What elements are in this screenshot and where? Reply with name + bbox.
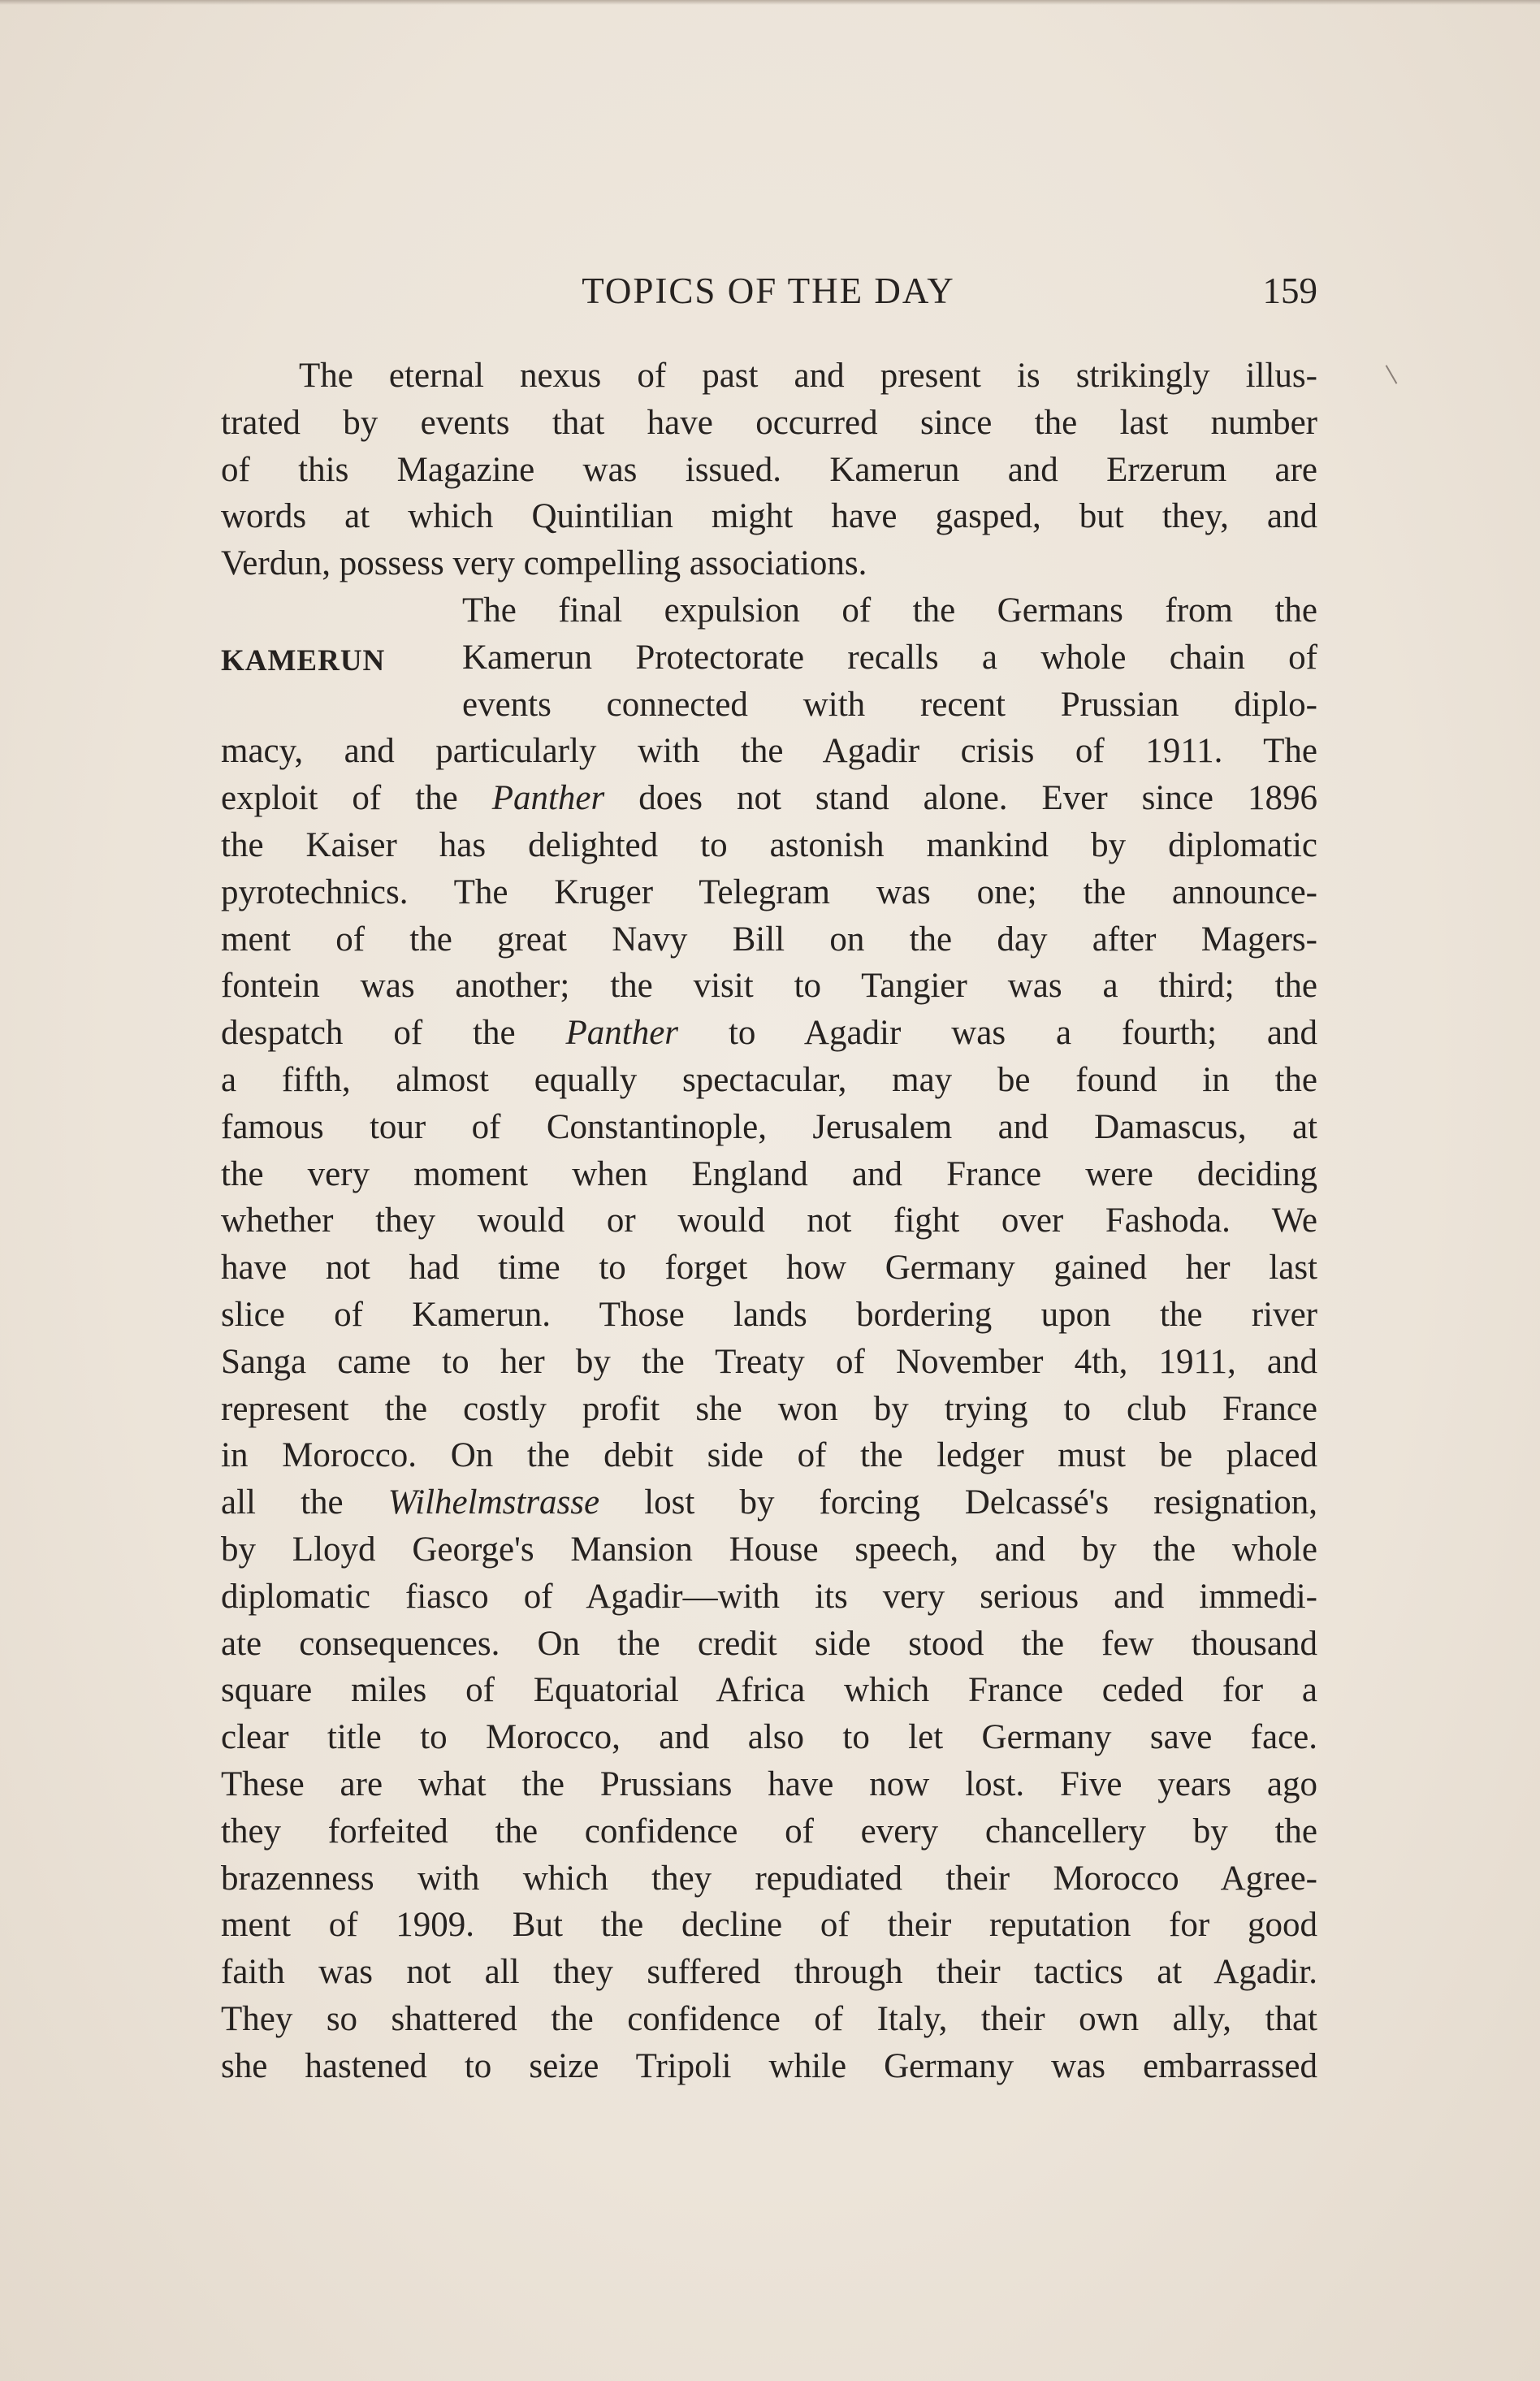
text-line: ment of the great Navy Bill on the day after Magers- [221, 920, 1317, 959]
text-line: clear title to Morocco, and also to let Germany save face. [221, 1718, 1317, 1757]
text-line: brazenness with which they repudiated their Morocco Agree- [221, 1859, 1317, 1898]
text-line: all the Wilhelmstrasse lost by forcing Delcassé's resignation, [221, 1483, 1318, 1522]
text-line: exploit of the Panther does not stand alone. Ever since 1896 [221, 779, 1317, 818]
text-line: Sanga came to her by the Treaty of November 4th, 1911, and [221, 1342, 1317, 1381]
indented-lines [462, 587, 1317, 728]
text-line: These are what the Prussians have now lost. Five years ago [221, 1764, 1317, 1803]
text-line: trated by events that have occurred since the last number [221, 403, 1317, 442]
italic-title: Panther [565, 1014, 679, 1053]
text-line: slice of Kamerun. Those lands bordering upon the river [221, 1295, 1317, 1334]
text-line: ment of 1909. But the decline of their reputation for good [221, 1906, 1317, 1945]
text-line: They so shattered the confidence of Italy, their own ally, that [221, 1999, 1317, 2038]
page-top-edge [0, 0, 1540, 5]
text-line: square miles of Equatorial Africa which France ceded for a [221, 1671, 1317, 1710]
text-line: of this Magazine was issued. Kamerun and Erzerum are [221, 450, 1317, 489]
text-line: Kamerun Protectorate recalls a whole chain of [462, 638, 1317, 677]
text-line: The final expulsion of the Germans from the [462, 591, 1317, 630]
text-line: fontein was another; the visit to Tangier was a third; the [221, 967, 1317, 1006]
text-line: the Kaiser has delighted to astonish mankind by diplomatic [221, 825, 1317, 864]
text-line: she hastened to seize Tripoli while Germany was embarrassed [221, 2046, 1317, 2085]
text-line: whether they would or would not fight over Fashoda. We [221, 1201, 1317, 1240]
text-line: they forfeited the confidence of every chancellery by the [221, 1812, 1317, 1851]
text-line: macy, and particularly with the Agadir crisis of 1911. The [221, 732, 1317, 771]
kamerun-paragraph [221, 728, 1317, 2089]
text-line: represent the costly profit she won by trying to club France [221, 1389, 1317, 1428]
text-line: have not had time to forget how Germany gained her last [221, 1249, 1317, 1288]
page-number: 159 [1262, 271, 1317, 311]
text-line: a fifth, almost equally spectacular, may be found in the [221, 1060, 1317, 1099]
running-title: TOPICS OF THE DAY [582, 271, 955, 311]
italic-title: Panther [491, 779, 605, 818]
text-line: words at which Quintilian might have gasped, but they, and [221, 497, 1317, 536]
intro-paragraph [221, 353, 1317, 587]
italic-title: Wilhelmstrasse [387, 1483, 600, 1522]
text-line: diplomatic fiasco of Agadir—with its very serious and immedi- [221, 1577, 1317, 1616]
text-line: despatch of the Panther to Agadir was a fourth; and [221, 1014, 1317, 1053]
body-text [221, 353, 1317, 2089]
text-line: the very moment when England and France were deciding [221, 1154, 1317, 1193]
text-line: events connected with recent Prussian diplo- [462, 685, 1317, 724]
text-line: faith was not all they suffered through their tactics at Agadir. [221, 1953, 1317, 1992]
stray-pencil-mark [1386, 365, 1398, 384]
text-line: famous tour of Constantinople, Jerusalem and Damascus, at [221, 1107, 1317, 1146]
running-header [219, 266, 1317, 315]
text-line: The eternal nexus of past and present is strikingly illus- [299, 357, 1317, 395]
text-line: in Morocco. On the debit side of the ledger must be placed [221, 1436, 1317, 1475]
side-heading: KAMERUN [221, 643, 386, 678]
text-line: Verdun, possess very compelling associations. [221, 544, 867, 583]
kamerun-section-opening [221, 587, 1317, 728]
text-line: by Lloyd George's Mansion House speech, and by the whole [221, 1530, 1317, 1569]
text-line: ate consequences. On the credit side stood the few thousand [221, 1624, 1317, 1663]
text-line: pyrotechnics. The Kruger Telegram was one; the announce- [221, 872, 1317, 911]
